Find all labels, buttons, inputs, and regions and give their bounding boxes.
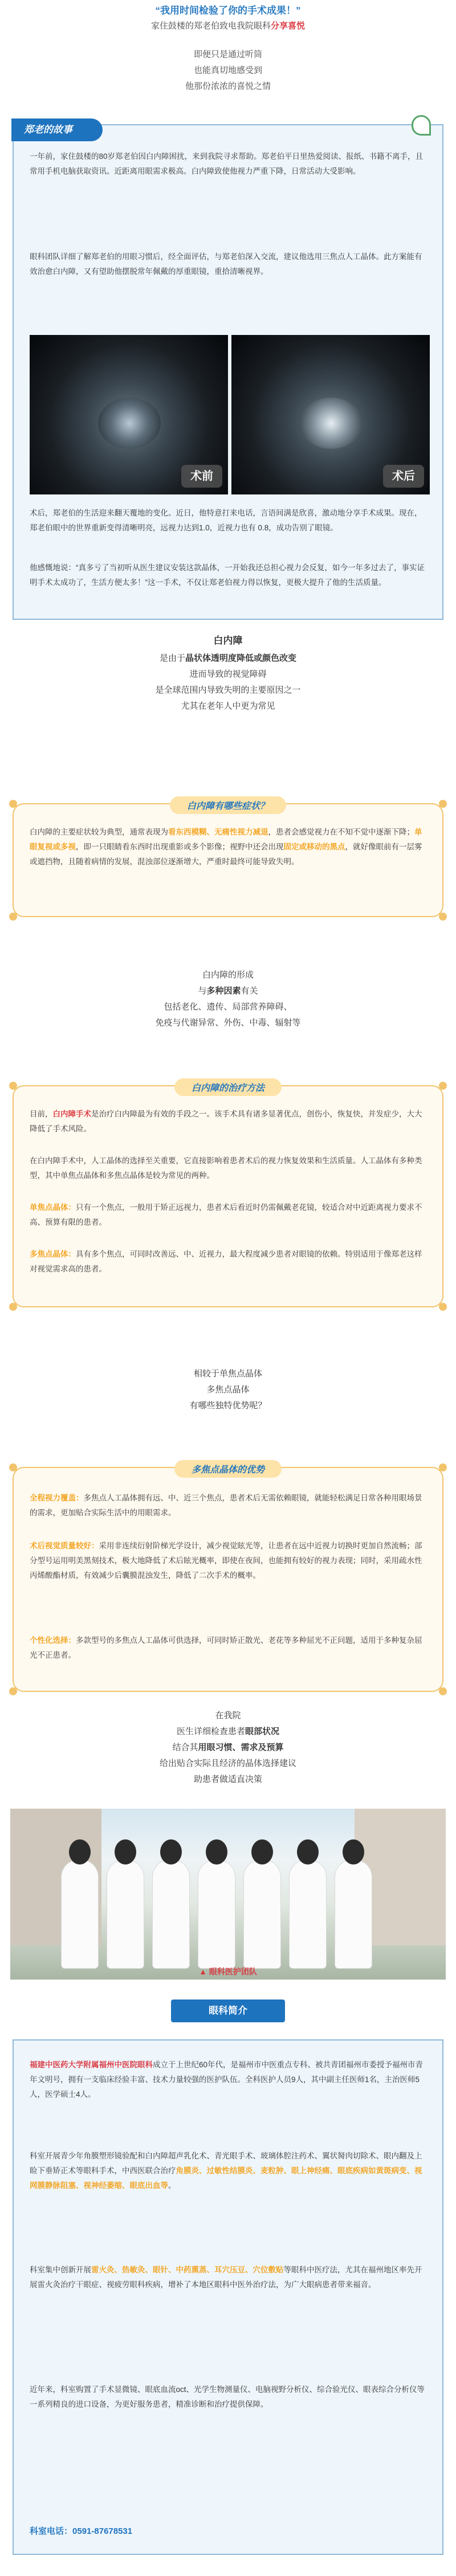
story-paragraph: 他感慨地说：“真多亏了当初听从医生建议安装这款晶体，一开始我还总担心视力会反复，如今一年多过去了，事实证明手术太成功了，生活方便太多！”这一手术，不仅让郑老伯视力得以恢复，更极大提升了他的生活质量。 (30, 563, 425, 587)
image-label: 术前 (181, 465, 222, 488)
advice-line: 医生详细检查患者眼部状况 (176, 1727, 280, 1736)
doctor-head (69, 1839, 91, 1864)
dept-paragraph: 科室开展青少年角膜塑形镜验配和白内障超声乳化术、青光眼手术、玻璃体腔注药术、翼状胬肉切除术、眼内翻及上睑下垂矫正术等眼科手术，中西医联合治疗角膜炎、过敏性结膜炎、麦粒肿、眼上神经痛、眼底疾病如黄斑病变、视网膜静脉阻塞、视神经萎缩、眼底出血等。 (30, 2152, 422, 2190)
card-header: 白内障的治疗方法 (14, 1078, 442, 1096)
treatment-card (13, 1085, 443, 1307)
what-is-line: 是由于晶状体透明度降低或颜色改变 (159, 653, 297, 663)
corner-dot (439, 1463, 447, 1471)
dept-paragraph: 近年来，科室购置了手术显微镜、眼底血流oct、光学生物测量仪、电脑视野分析仪、综合验光仪、眼表综合分析仪等一系列精良的进口设备，为更好服务患者，精准诊断和治疗提供保障。 (30, 2385, 425, 2409)
compare-section (0, 1367, 456, 1418)
corner-dot (9, 913, 17, 921)
doctor-head (206, 1839, 227, 1864)
corner-dot (439, 1082, 447, 1090)
eye-image-after (231, 335, 430, 494)
symptoms-card (13, 803, 443, 917)
corner-dot (439, 800, 447, 808)
doctor-figure (290, 1860, 326, 1968)
corner-dot (439, 1687, 447, 1695)
story-paragraph: 术后，郑老伯的生活迎来翻天覆地的变化。近日，他特意打来电话，言语间满是欣喜，激动地分享手术成果。现在，郑老伯眼中的世界重新变得清晰明亮，远视力达到1.0，近视力也有 0.8，成功告别了眼镜。 (30, 509, 422, 532)
doctor-figure (335, 1860, 372, 1968)
intro-line: 家住鼓楼的郑老伯致电我院眼科分享喜悦 (150, 21, 306, 31)
story-card (13, 124, 443, 620)
treatment-paragraph: 多焦点晶体：具有多个焦点，可同时改善远、中、近视力，最大程度减少患者对眼镜的依赖。特别适用于像郑老这样对视觉需求高的患者。 (30, 1250, 422, 1273)
hospital-advice-section (0, 1709, 456, 1800)
compare-line: 有哪些独特优势呢？ (189, 1401, 267, 1410)
doctor-figure (198, 1860, 235, 1968)
corner-dot (439, 1303, 447, 1311)
treatment-paragraph: 目前，白内障手术是治疗白内障最为有效的手段之一。该手术具有诸多显著优点，创伤小，恢复快，并发症少，大大降低了手术风险。 (30, 1110, 422, 1133)
what-is-line: 是全球范围内导致失明的主要原因之一 (155, 685, 301, 695)
causes-line: 与多种因素有关 (198, 986, 258, 996)
causes-line: 免疫与代谢异常、外伤、中毒、辐射等 (155, 1018, 301, 1028)
doctor-head (297, 1839, 319, 1864)
contact-phone[interactable]: 科室电话：0591-87678531 (30, 2526, 133, 2536)
doctor-head (160, 1839, 182, 1864)
advantage-item: 个性化选择：多款型号的多焦点人工晶体可供选择，可同时矫正散光、老花等多种屈光不正问题，适用于多种复杂屈光不正患者。 (30, 1636, 422, 1659)
section-title: 白内障 (213, 635, 243, 646)
intro-line: 也能真切地感受到 (193, 66, 262, 75)
intro-section (0, 0, 456, 105)
doctor-figure (244, 1860, 280, 1968)
corner-dot (9, 800, 17, 808)
compare-line: 多焦点晶体 (206, 1385, 250, 1395)
corner-dot (9, 1687, 17, 1695)
card-header: 多焦点晶体的优势 (14, 1460, 442, 1478)
what-is-line: 尤其在老年人中更为常见 (181, 701, 275, 711)
what-is-line: 进而导致的视觉障碍 (189, 669, 267, 679)
doctor-figure (107, 1860, 144, 1968)
card-header: 白内障有哪些症状？ (14, 796, 442, 814)
doctor-head (251, 1839, 273, 1864)
doctor-head (115, 1839, 136, 1864)
dept-paragraph: 福建中医药大学附属福州中医院眼科成立于上世纪60年代，是福州市中医重点专科、被共青团福州市委授予福州市青年文明号，拥有一支临床经验丰富、技术力量较强的医护队伍。全科医护人员9人，其中副主任医师1名，主治医师5人，医学硕士4人。 (30, 2060, 424, 2099)
eye-image-before (30, 335, 228, 494)
corner-dot (9, 1463, 17, 1471)
department-card (13, 2039, 443, 2555)
photo-caption: ▲ 眼科医护团队 (199, 1967, 257, 1976)
image-label: 术后 (383, 465, 424, 488)
eye-pupil (300, 398, 363, 449)
causes-line: 包括老化、遗传、局部营养障碍、 (164, 1002, 292, 1012)
department-banner: 眼科简介 (171, 2000, 285, 2022)
causes-section (0, 968, 456, 1048)
corner-dot (439, 913, 447, 921)
advantage-item: 术后视觉质量较好：采用非连续衍射阶梯光学设计，减少视觉眩光等，让患者在远中近视力切换时更加自然流畅；部分型号运用明美黑刻技术，极大地降低了术后眩光概率，即使在夜间，也能拥有较好的视力表现；同时，采用疏水性丙烯酸酯材质，有效减少后囊膜混浊发生，降低了二次手术的概率。 (30, 1541, 422, 1580)
advice-line: 给出贴合实际且经济的晶体选择建议 (159, 1759, 296, 1768)
causes-line: 白内障的形成 (202, 970, 254, 980)
doctor-figure (153, 1860, 189, 1968)
doctor-figure (62, 1860, 98, 1968)
advice-line: 在我院 (215, 1711, 241, 1720)
advantages-card (13, 1467, 443, 1692)
treatment-paragraph: 单焦点晶体：只有一个焦点，一般用于矫正远视力，患者术后看近时仍需佩戴老花镜，较适合对中近距离视力要求不高、预算有限的患者。 (30, 1203, 422, 1226)
intro-title: “我用时间检验了你的手术成果！” (155, 5, 301, 16)
eye-pupil (98, 398, 161, 449)
compare-line: 相较于单焦点晶体 (193, 1369, 262, 1379)
advantage-item: 全程视力覆盖：多焦点人工晶体拥有远、中、近三个焦点，患者术后无需依赖眼镜，就能轻松满足日常各种用眼场景的需求，更加贴合实际生活中的用眼需求。 (30, 1494, 422, 1517)
treatment-paragraph: 在白内障手术中，人工晶体的选择至关重要，它直接影响着患者术后的视力恢复效果和生活质量。人工晶体有多种类型，其中单焦点晶体和多焦点晶体是较为常见的两种。 (30, 1156, 422, 1180)
dept-paragraph: 科室集中创新开展雷火灸、热敏灸、眼针、中药熏蒸、耳穴压豆、穴位敷贴等眼科中医疗法，尤其在福州地区率先开展雷火灸治疗干眼症、视疲劳眼科疾病，增补了本地区眼科中医外治疗法，为广大眼病患者带来福音。 (30, 2266, 422, 2289)
corner-dot (9, 1303, 17, 1311)
corner-dot (9, 1082, 17, 1090)
team-photo (10, 1809, 446, 1980)
story-paragraph: 一年前，家住鼓楼的80岁郑老伯因白内障困扰，来到我院寻求帮助。郑老伯平日里热爱阅读、报纸、书籍不离手，且常用手机电脑获取资讯。近距离用眼需求极高。白内障致使他视力严重下降，日常活动大受影响。 (30, 152, 424, 175)
advice-line: 结合其用眼习惯、需求及预算 (172, 1743, 284, 1752)
what-is-section (0, 632, 456, 718)
symptoms-text: 白内障的主要症状较为典型，通常表现为看东西模糊、无痛性视力减退，患者会感觉视力在不知不觉中逐渐下降；单眼复视或多视，即一只眼睛看东西时出现重影或多个影像；视野中还会出现固定或移动的黑点，就好像眼前有一层雾或遮挡物，且随着病情的发展，混浊部位逐渐增大，严重时最终可能导致失明。 (30, 828, 422, 866)
story-badge: 郑老的故事 (11, 118, 103, 141)
advice-line: 助患者做适直决策 (193, 1774, 262, 1784)
intro-line: 即便只是通过听筒 (193, 50, 262, 59)
story-paragraph: 眼科团队详细了解郑老伯的用眼习惯后，经全面评估，与郑老伯深入交流，建议他选用三焦点人工晶体。此方案能有效治愈白内障，又有望助他摆脱常年佩戴的厚重眼镜，重拾清晰视界。 (30, 252, 422, 276)
doctor-head (343, 1839, 364, 1864)
intro-line: 他那份浓浓的喜悦之情 (185, 81, 271, 91)
quote-bubble-icon (412, 115, 431, 136)
